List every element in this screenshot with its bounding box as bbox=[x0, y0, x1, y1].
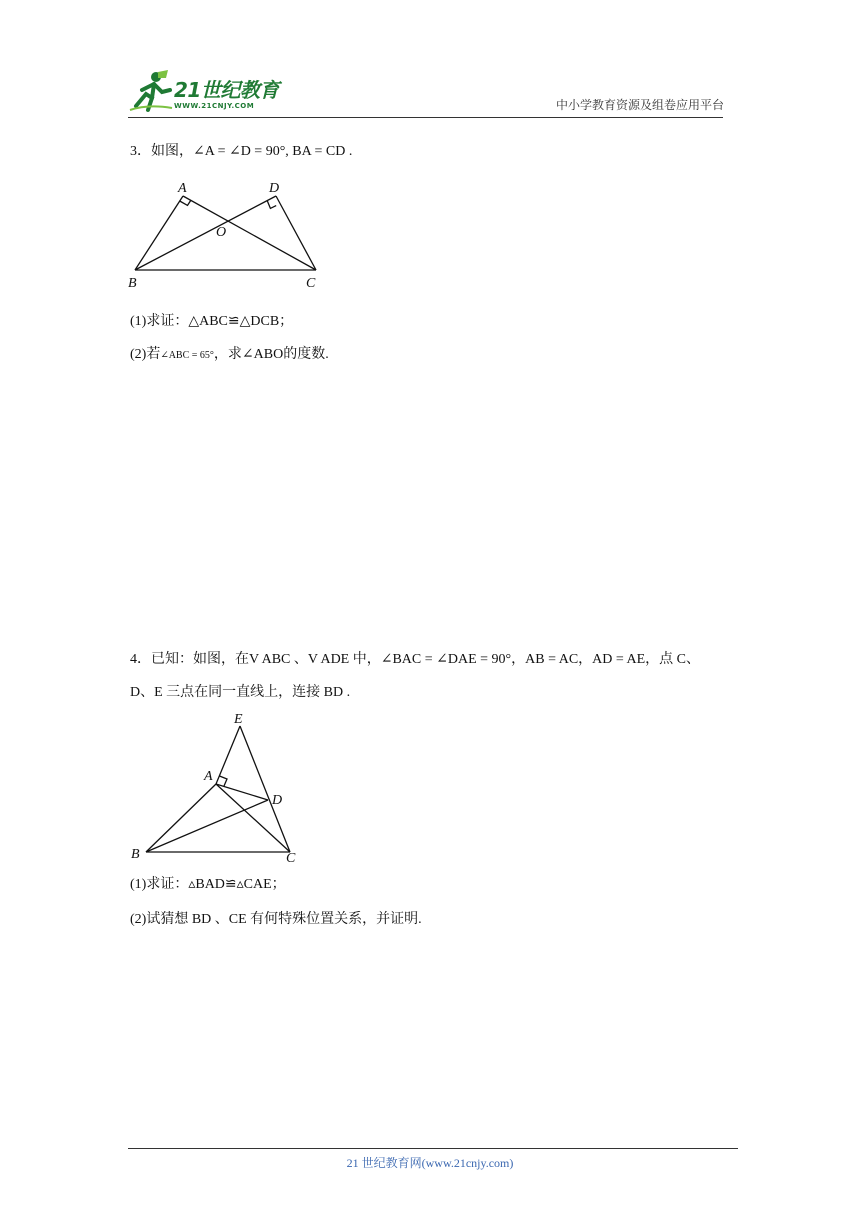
header-divider bbox=[128, 117, 723, 118]
q3-segment-BA bbox=[135, 196, 183, 270]
q3-right-angle-A bbox=[180, 200, 191, 205]
q3-part2-condition: ∠ABC = 65° bbox=[160, 350, 214, 361]
q4-segment-EC bbox=[240, 726, 290, 852]
q4-part1: (1)求证：▵BAD≌▵CAE； bbox=[130, 877, 286, 892]
q3-part2-prefix: (2)若 bbox=[130, 347, 161, 362]
q4-label-A: A bbox=[204, 769, 213, 784]
q4-part2: (2)试猜想 BD 、CE 有何特殊位置关系，并证明. bbox=[130, 912, 422, 927]
q3-intro: 3．如图，∠A = ∠D = 90°, BA = CD . bbox=[130, 144, 353, 159]
q3-label-C: C bbox=[306, 276, 316, 291]
q3-figure bbox=[126, 176, 326, 294]
q4-figure bbox=[126, 708, 306, 868]
q4-segment-BD bbox=[146, 800, 268, 852]
q3-label-A: A bbox=[178, 181, 187, 196]
q4-label-D: D bbox=[272, 793, 283, 808]
q3-right-angle-D bbox=[267, 201, 276, 209]
q3-part2-suffix: ，求∠ABO的度数. bbox=[213, 347, 329, 362]
footer-site-link[interactable]: 21 世纪教育网(www.21cnjy.com) bbox=[346, 1156, 514, 1170]
q4-label-E: E bbox=[234, 712, 243, 727]
q4-right-angle-A bbox=[220, 776, 228, 786]
footer-divider bbox=[128, 1148, 738, 1149]
q3-label-O: O bbox=[216, 225, 227, 240]
q3-label-B: B bbox=[128, 276, 137, 291]
logo-url-text: WWW.21CNJY.COM bbox=[174, 102, 255, 110]
runner-logo-icon bbox=[128, 68, 174, 114]
platform-title: 中小学教育资源及组卷应用平台 bbox=[555, 98, 724, 112]
q4-label-B: B bbox=[131, 847, 140, 862]
page-header bbox=[128, 66, 738, 116]
q4-label-C: C bbox=[286, 851, 296, 866]
logo-main-text: 21世纪教育 bbox=[174, 78, 279, 102]
q4-line2: D、E 三点在同一直线上，连接 BD . bbox=[130, 685, 351, 700]
q3-label-D: D bbox=[269, 181, 280, 196]
q4-segment-BA bbox=[146, 784, 216, 852]
q4-segment-AE bbox=[216, 726, 240, 784]
site-logo bbox=[128, 66, 298, 116]
q3-part1: (1)求证：△ABC≌△DCB； bbox=[130, 314, 294, 329]
q3-segment-DB bbox=[135, 196, 276, 270]
q3-part2 bbox=[130, 345, 329, 366]
q4-line1: 4．已知：如图，在V ABC 、V ADE 中，∠BAC = ∠DAE = 90°，AB = AC，AD = AE，点 C、 bbox=[130, 652, 700, 667]
